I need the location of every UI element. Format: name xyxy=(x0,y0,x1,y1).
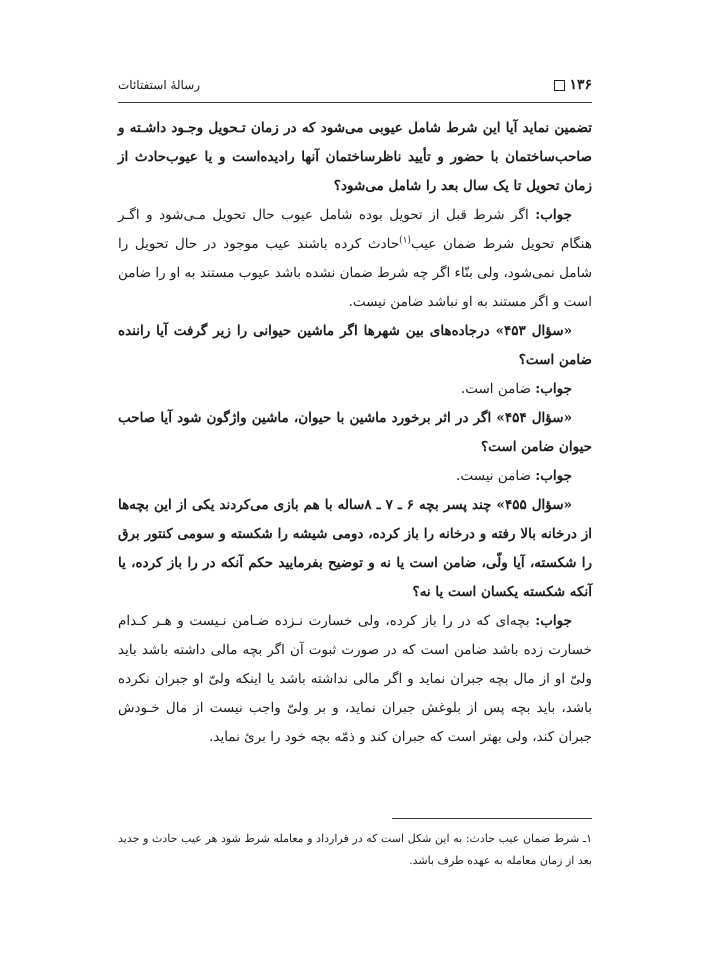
answer-text: اگر شرط قبل از تحویل بوده شامل عیوب حال تحویل مـی‌شود و اگـر هنگام تحویل شرط ضمان عیب xyxy=(118,207,592,252)
answer-label: جواب: xyxy=(535,381,572,397)
running-title: رسالهٔ استفتائات xyxy=(118,78,201,92)
question-454: «سؤال ۴۵۴» اگر در اثر برخورد ماشین با حیوان، ماشین واژگون شود آیا صاحب حیوان ضامن است؟ xyxy=(118,410,592,455)
question-453: «سؤال ۴۵۳» درجاده‌های بین شهرها اگر ماشین حیوانی را زیر گرفت آیا راننده ضامن است؟ xyxy=(118,323,592,368)
answer-453 xyxy=(118,375,592,404)
answer-text: ضامن است. xyxy=(460,381,536,397)
answer-text: بچه‌ای که در را باز کرده، ولی خسارت نـزده ضـامن نـیست و هـر کـدام خسارت زده باشد ضامن است که در صورت ثبوت آن اگر بچه مالی داشته باشد باید ولیّ او از مال بچه جبران نماید و اگر مالی نداشته باشد یا اینکه ولیّ او جبران نکرده باشد، باید بچه پس از بلوغش جبران نماید، و بر ولیّ واجب نیست از مال خـودش جبران کند، ولی بهتر است که جبران کند و ذمّه بچه خود را بریٔ نماید. xyxy=(118,613,592,745)
answer-label: جواب: xyxy=(535,207,572,223)
box-icon xyxy=(554,80,565,91)
page-number-text: ۱۳۶ xyxy=(569,77,592,93)
footnote-reference: (۱) xyxy=(399,235,411,246)
page-body xyxy=(118,114,592,752)
answer-label: جواب: xyxy=(535,613,572,629)
footnote-divider xyxy=(392,818,592,819)
answer-455 xyxy=(118,607,592,752)
answer-text: ضامن نیست. xyxy=(456,468,536,484)
header-divider xyxy=(118,102,592,103)
page-header xyxy=(118,74,592,96)
answer-454 xyxy=(118,462,592,491)
question-455: «سؤال ۴۵۵» چند پسر بچه ۶ ـ ۷ ـ ۸ساله با هم بازی می‌کردند یکی از این بچه‌ها از درخانه بالا رفته و درخانه را باز کرده، دومی شیشه را شکسته و سومی کنتور برق را شکسته، آیا ولّی، ضامن است یا نه و توضیح بفرمایید حکم آنکه در را باز کرده، یا آنکه شکسته یکسان است یا نه؟ xyxy=(118,497,592,600)
answer-text-continued: حادث کرده باشند عیب موجود در حال تحویل را شامل نمی‌شود، ولی بنّاء اگر چه شرط ضمان نشده باشد عیوب مستند به او را ضامن است و اگر مستند به او نباشد ضامن نیست. xyxy=(118,236,592,310)
page-number xyxy=(554,77,592,93)
answer-paragraph xyxy=(118,201,592,317)
footnote: ۱ـ شرط ضمان عیب حادث: به این شکل است که در قرارداد و معامله شرط شود هر عیب حادث و جدید بعد از زمان معامله به عهده طرف باشد. xyxy=(118,832,592,867)
question-continuation: تضمین نماید آیا این شرط شامل عیوبی می‌شود که در زمان تـحویل وجـود داشـته و صاحب‌ساختمان با حضور و تأیید ناظرساختمان آنها رادیده‌است و یا عیوب‌حادث از زمان تحویل تا یک سال بعد را شامل می‌شود؟ xyxy=(118,120,592,194)
answer-label: جواب: xyxy=(535,468,572,484)
